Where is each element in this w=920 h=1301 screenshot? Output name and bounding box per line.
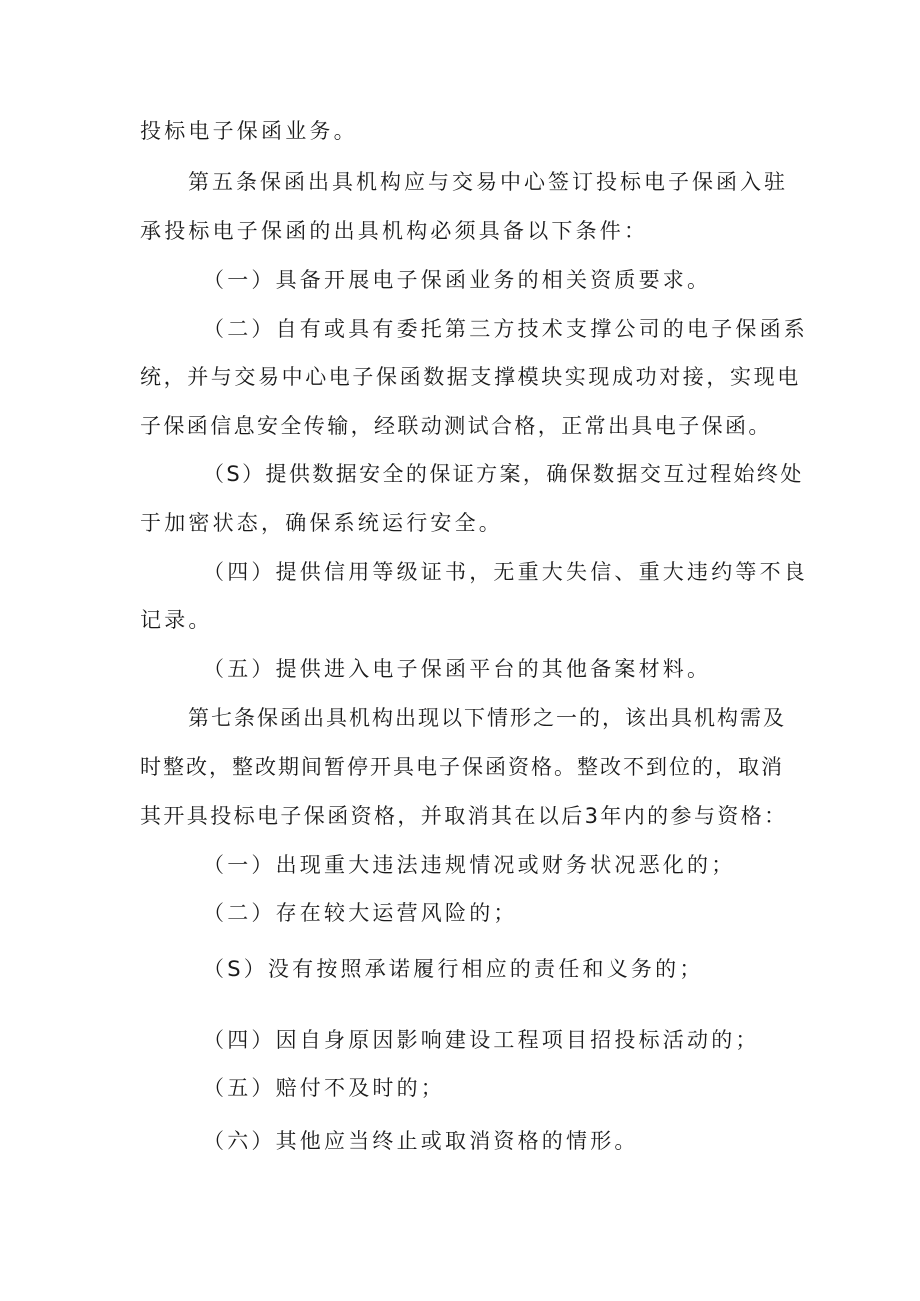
text-line: 其开具投标电子保函资格，并取消其在以后3年内的参与资格： bbox=[140, 804, 788, 828]
list-item: （四）提供信用等级证书，无重大失信、重大违约等不良 bbox=[203, 560, 808, 584]
list-item: （一）具备开展电子保函业务的相关资质要求。 bbox=[203, 268, 712, 292]
list-item: （S）没有按照承诺履行相应的责任和义务的； bbox=[203, 957, 704, 981]
text-line: 承投标电子保函的出具机构必须具备以下条件： bbox=[140, 219, 649, 243]
list-item: （四）因自身原因影响建设工程项目招投标活动的； bbox=[203, 1028, 760, 1052]
text-line: 时整改，整改期间暂停开具电子保函资格。整改不到位的，取消 bbox=[140, 755, 784, 779]
text-line: 记录。 bbox=[140, 608, 213, 632]
list-item: （二）自有或具有委托第三方技术支撑公司的电子保函系 bbox=[203, 317, 808, 341]
list-item: （五）提供进入电子保函平台的其他备案材料。 bbox=[203, 657, 712, 681]
text-line: 于加密状态，确保系统运行安全。 bbox=[140, 511, 503, 535]
list-item: （五）赔付不及时的； bbox=[203, 1076, 445, 1100]
list-item: （一）出现重大违法违规情况或财务状况恶化的； bbox=[203, 853, 736, 877]
text-line: 统，并与交易中心电子保函数据支撑模块实现成功对接，实现电 bbox=[140, 365, 801, 389]
list-item: （S）提供数据安全的保证方案，确保数据交互过程始终处 bbox=[203, 462, 804, 486]
text-line: 子保函信息安全传输，经联动测试合格，正常出具电子保函。 bbox=[140, 414, 772, 438]
text-line: 投标电子保函业务。 bbox=[140, 119, 358, 143]
article-7-heading: 第七条保函出具机构出现以下情形之一的，该出具机构需及 bbox=[188, 706, 786, 730]
list-item: （二）存在较大运营风险的； bbox=[203, 901, 518, 925]
article-5-heading: 第五条保函出具机构应与交易中心签订投标电子保函入驻 bbox=[188, 170, 788, 194]
list-item: （六）其他应当终止或取消资格的情形。 bbox=[203, 1129, 639, 1153]
